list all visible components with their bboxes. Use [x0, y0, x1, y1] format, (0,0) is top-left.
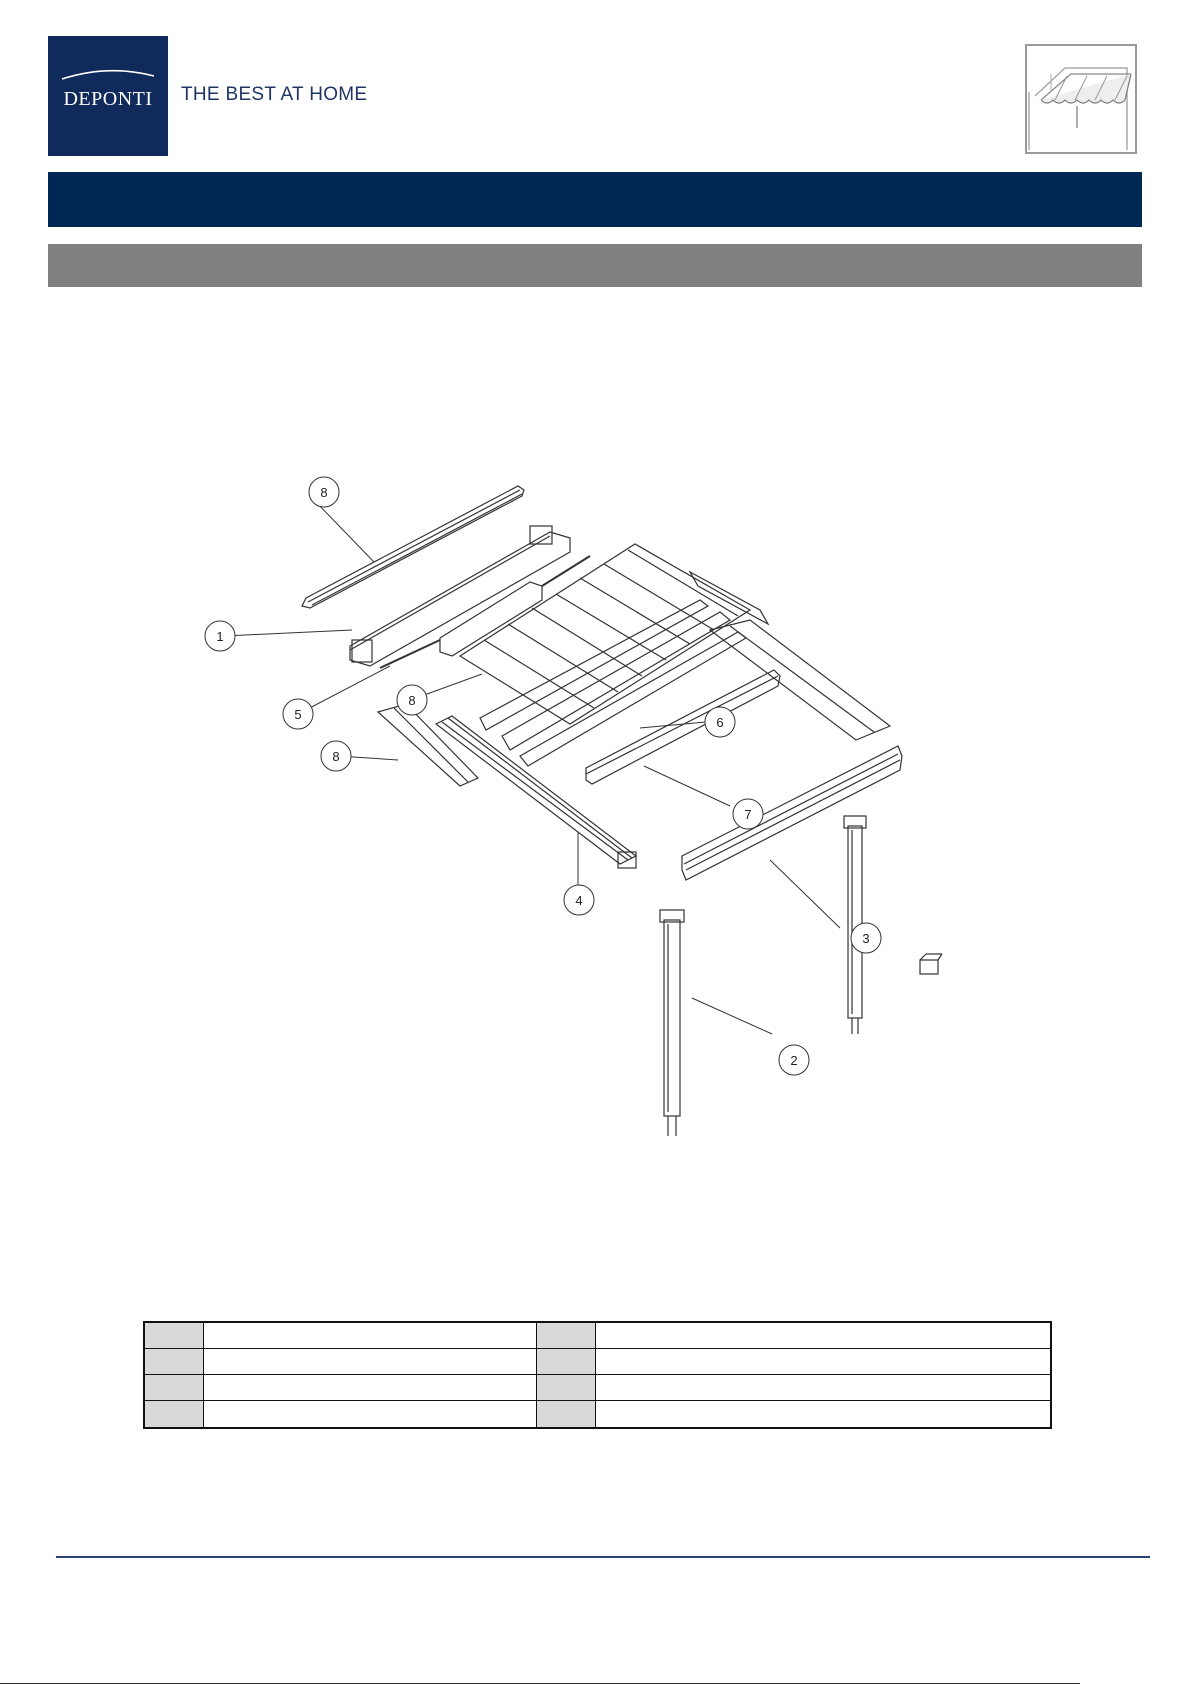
- callout-8-middle: [397, 685, 427, 715]
- callout-6: [705, 707, 735, 737]
- table-number-cell: [537, 1323, 596, 1349]
- wall-beam-part: [350, 526, 570, 666]
- exploded-parts-diagram: [190, 460, 980, 1180]
- svg-text:4: 4: [575, 893, 583, 908]
- table-number-cell: [145, 1349, 204, 1375]
- svg-text:3: 3: [862, 931, 870, 946]
- table-description-cell: [596, 1401, 1050, 1427]
- front-beam-part: [682, 746, 902, 880]
- svg-text:8: 8: [408, 693, 416, 708]
- svg-text:2: 2: [790, 1053, 798, 1068]
- table-description-cell: [596, 1349, 1050, 1375]
- callout-4: [564, 885, 594, 915]
- footer-divider: [56, 1556, 1150, 1558]
- callout-8-top: [309, 477, 339, 507]
- table-number-cell: [537, 1375, 596, 1401]
- callout-2: [779, 1045, 809, 1075]
- awning-icon: [1025, 44, 1137, 154]
- callout-7: [733, 799, 763, 829]
- parts-table: [143, 1321, 1052, 1429]
- deponti-logo: [48, 36, 168, 156]
- svg-text:1: 1: [216, 629, 224, 644]
- logo-text: DEPONTI: [63, 88, 153, 110]
- brand-tagline: THE BEST AT HOME: [181, 84, 368, 105]
- small-bracket-part: [920, 954, 942, 974]
- table-description-cell: [596, 1323, 1050, 1349]
- logo-arc-icon: [60, 66, 156, 82]
- table-description-cell: [204, 1375, 537, 1401]
- table-description-cell: [204, 1349, 537, 1375]
- table-number-cell: [145, 1323, 204, 1349]
- title-bar: [48, 172, 1142, 227]
- table-number-cell: [145, 1375, 204, 1401]
- table-number-cell: [537, 1401, 596, 1427]
- gutter-top-part: [302, 486, 524, 608]
- crossbar-part: [586, 670, 780, 784]
- callout-1: [205, 621, 235, 651]
- svg-text:5: 5: [294, 707, 302, 722]
- callout-5: [283, 699, 313, 729]
- subtitle-bar: [48, 244, 1142, 287]
- table-description-cell: [204, 1323, 537, 1349]
- side-beam-left-part: [436, 716, 636, 868]
- post-left-part: [660, 910, 684, 1136]
- side-beam-right-part: [710, 620, 890, 740]
- page-bottom-line: [0, 1683, 1080, 1684]
- svg-text:7: 7: [744, 807, 752, 822]
- table-description-cell: [204, 1401, 537, 1427]
- svg-text:8: 8: [332, 749, 340, 764]
- table-number-cell: [537, 1349, 596, 1375]
- callout-3: [851, 923, 881, 953]
- svg-text:6: 6: [716, 715, 724, 730]
- callout-8-side: [321, 741, 351, 771]
- table-description-cell: [596, 1375, 1050, 1401]
- svg-text:8: 8: [320, 485, 328, 500]
- table-number-cell: [145, 1401, 204, 1427]
